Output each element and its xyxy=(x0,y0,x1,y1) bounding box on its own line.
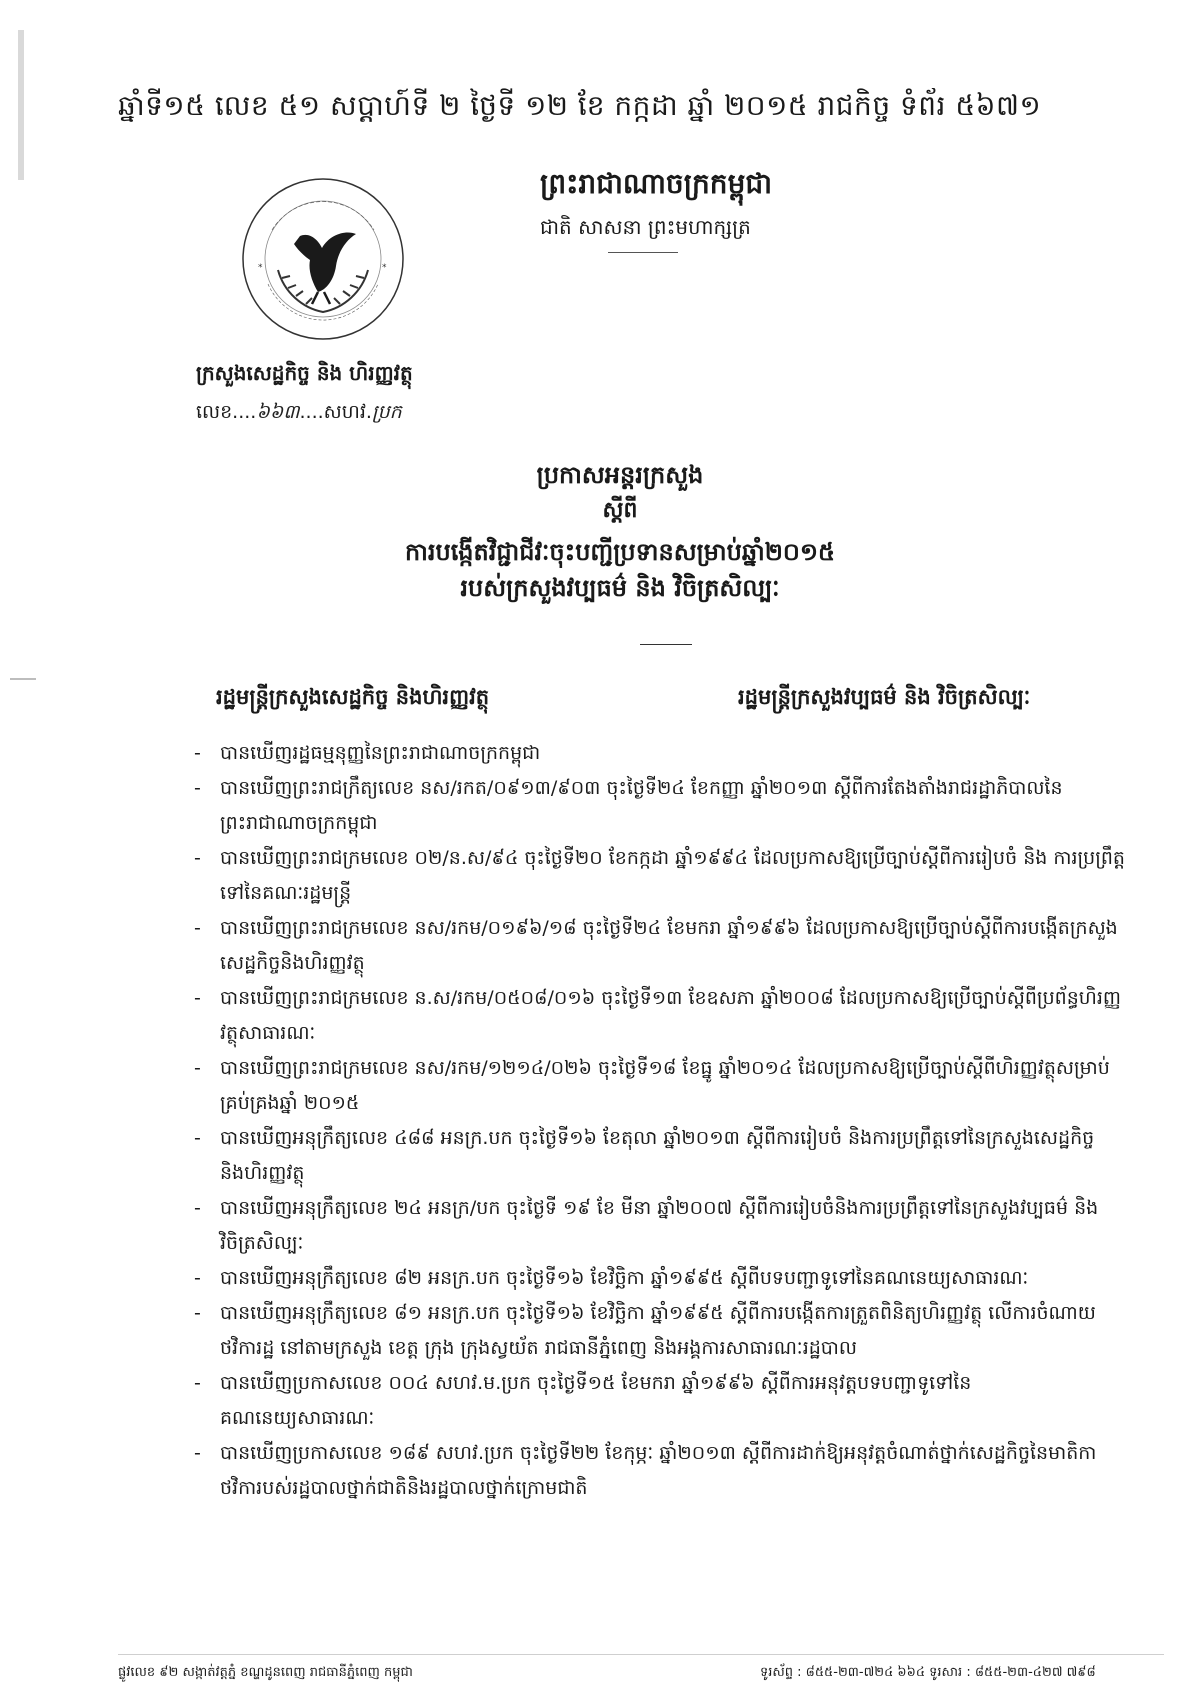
national-motto: ជាតិ សាសនា ព្រះមហាក្សត្រ xyxy=(540,215,751,239)
preamble-clause: - បានឃើញព្រះរាជក្រមលេខ ន.ស/រកម/០៥០៨/០១៦ ចុះថ្ងៃទី១៣ ខែឧសភា ឆ្នាំ២០០៨ ដែលប្រកាសឱ្យប្រើច្បាប់ស្តីពីប្រព័ន្ធហិរញ្ញវត្ថុសាធារណៈ xyxy=(190,981,1130,1051)
title-line-3: ការបង្កើតវិជ្ជាជីវៈ​ចុះបញ្ជីប្រទានសម្រាប់ឆ្នាំ២០១៥ xyxy=(404,538,836,566)
title-line-2: ស្តីពី xyxy=(602,498,638,523)
scan-edge-mark xyxy=(10,678,36,680)
ministry-name: ក្រសួងសេដ្ឋកិច្ច និង ហិរញ្ញវត្ថុ xyxy=(196,361,413,385)
preamble-clause: - បានឃើញអនុក្រឹត្យលេខ ២៤ អនក្រ/បក ចុះថ្ងៃទី ១៩ ខែ មីនា ឆ្នាំ២០០៧ ស្តីពីការរៀបចំនិងការប្រព្រឹត្តទៅនៃក្រសួងវប្បធម៌ និងវិចិត្រសិល្បៈ xyxy=(190,1191,1130,1261)
scan-edge-smudge xyxy=(18,30,24,180)
preamble-clause: - បានឃើញព្រះរាជក្រមលេខ នស/រកម/០១៩៦/១៨ ចុះថ្ងៃទី២៤ ខែមករា ឆ្នាំ១៩៩៦ ដែលប្រកាសឱ្យប្រើច្បាប់ស្តីពីការបង្កើតក្រសួងសេដ្ឋកិច្ចនិងហិរញ្ញវត្ថុ xyxy=(190,911,1130,981)
preamble-clause: - បានឃើញព្រះរាជក្រមលេខ ០២/ន.ស/៩៤ ចុះថ្ងៃទី២០ ខែកក្កដា ឆ្នាំ១៩៩៤ ដែលប្រកាសឱ្យប្រើច្បាប់ស្តីពីការរៀបចំ និង ការប្រព្រឹត្តទៅនៃគណៈរដ្ឋមន្ត្រី xyxy=(190,841,1130,911)
reference-handwritten-number: ៦៦៣ xyxy=(256,401,300,423)
minister-culture-fine-arts: រដ្ឋមន្ត្រីក្រសួងវប្បធម៌ និង វិចិត្រសិល្បៈ xyxy=(738,685,1031,709)
preamble-clause: - បានឃើញអនុក្រឹត្យលេខ ៨២ អនក្រ.បក ចុះថ្ងៃទី១៦ ខែវិច្ឆិកា ឆ្នាំ១៩៩៥ ស្តីពីបទបញ្ជាទូទៅនៃគណនេយ្យសាធារណៈ xyxy=(190,1261,1130,1296)
preamble-clause: - បានឃើញព្រះរាជក្រឹត្យលេខ នស/រកត/០៩១៣/៩០៣ ចុះថ្ងៃទី២៤ ខែកញ្ញា ឆ្នាំ២០១៣ ស្តីពីការតែងតាំងរាជរដ្ឋាភិបាលនៃព្រះរាជាណាចក្រកម្ពុជា xyxy=(190,771,1130,841)
footer-divider xyxy=(118,1654,1164,1655)
preamble-clause: - បានឃើញអនុក្រឹត្យលេខ ៤៨៨ អនក្រ.បក ចុះថ្ងៃទី១៦ ខែតុលា ឆ្នាំ២០១៣ ស្តីពីការរៀបចំ និងការប្រព្រឹត្តទៅនៃក្រសួងសេដ្ឋកិច្ច និងហិរញ្ញវត្ថុ xyxy=(190,1121,1130,1191)
motto-divider xyxy=(608,252,678,253)
preamble-clause: - បានឃើញប្រកាសលេខ ១៨៩ សហវ.ប្រក ចុះថ្ងៃទី២២ ខែកុម្ភៈ ឆ្នាំ២០១៣ ស្តីពីការដាក់ឱ្យអនុវត្តចំណាត់ថ្នាក់សេដ្ឋកិច្ចនៃមាតិកាថវិការបស់រដ្ឋបាលថ្នាក់ជាតិនិងរដ្ឋបាលថ្នាក់ក្រោមជាតិ xyxy=(190,1436,1130,1506)
minister-economy-finance: រដ្ឋមន្ត្រីក្រសួងសេដ្ឋកិច្ច និងហិរញ្ញវត្ថុ xyxy=(216,685,490,709)
ministry-seal-logo xyxy=(238,174,408,344)
title-line-1: ប្រកាសអន្តរក្រសួង xyxy=(536,461,704,489)
preamble-clause: - បានឃើញព្រះរាជក្រមលេខ នស/រកម/១២១៤/០២៦ ចុះថ្ងៃទី១៨ ខែធ្នូ ឆ្នាំ២០១៤ ដែលប្រកាសឱ្យប្រើច្បាប់ស្តីពីហិរញ្ញវត្ថុសម្រាប់គ្រប់គ្រងឆ្នាំ ២០១៥ xyxy=(190,1051,1130,1121)
svg-text:*: * xyxy=(382,263,387,273)
preamble-clause: - បានឃើញអនុក្រឹត្យលេខ ៨១ អនក្រ.បក ចុះថ្ងៃទី១៦ ខែវិច្ឆិកា ឆ្នាំ១៩៩៥ ស្តីពីការបង្កើតការត្រួតពិនិត្យហិរញ្ញវត្ថុ លើការចំណាយថវិការដ្ឋ នៅតាមក្រសួង ខេត្ត ក្រុង ក្រុងស្វយ័ត រាជធានីភ្នំពេញ និងអង្គការសាធារណៈរដ្ឋបាល xyxy=(190,1296,1130,1366)
gazette-issue-line: ឆ្នាំទី១៥ លេខ ៥១ សប្តាហ៍ទី ២ ថ្ងៃទី ១២ ខែ កក្កដា ឆ្នាំ ២០១៥ រាជកិច្ច ទំព័រ ៥៦៧១ xyxy=(118,89,1042,122)
document-title xyxy=(300,458,940,606)
footer-contact: ទូរស័ព្ទ : ៨៥៥-២៣-៧២៤ ៦៦៤ ទូរសារ : ៨៥៥-២៣-៤២៧ ៧៩៨ xyxy=(760,1665,1096,1680)
reference-number xyxy=(196,400,402,428)
svg-text:*: * xyxy=(258,263,263,273)
preamble-clauses xyxy=(190,736,1130,1506)
title-divider xyxy=(640,644,692,645)
preamble-clause: - បានឃើញរដ្ឋធម្មនុញ្ញនៃព្រះរាជាណាចក្រកម្ពុជា xyxy=(190,736,1130,771)
title-line-4: របស់ក្រសួងវប្បធម៌ និង វិចិត្រសិល្បៈ xyxy=(460,574,780,602)
reference-mid: ....សហវ. xyxy=(299,401,372,423)
reference-prefix: លេខ.... xyxy=(196,401,257,423)
preamble-clause: - បានឃើញប្រកាសលេខ ០០៤ សហវ.ម.ប្រក ចុះថ្ងៃទី១៥ ខែមករា ឆ្នាំ១៩៩៦ ស្តីពីការអនុវត្តបទបញ្ជាទូទៅនៃ គណនេយ្យសាធារណៈ xyxy=(190,1366,1130,1436)
reference-handwritten-suffix: ប្រក xyxy=(371,401,402,423)
footer-address: ផ្លូវលេខ ៩២ សង្កាត់វត្តភ្នំ ខណ្ឌដូនពេញ រាជធានីភ្នំពេញ កម្ពុជា xyxy=(118,1665,413,1680)
kingdom-name: ព្រះរាជាណាចក្រកម្ពុជា xyxy=(540,167,773,200)
